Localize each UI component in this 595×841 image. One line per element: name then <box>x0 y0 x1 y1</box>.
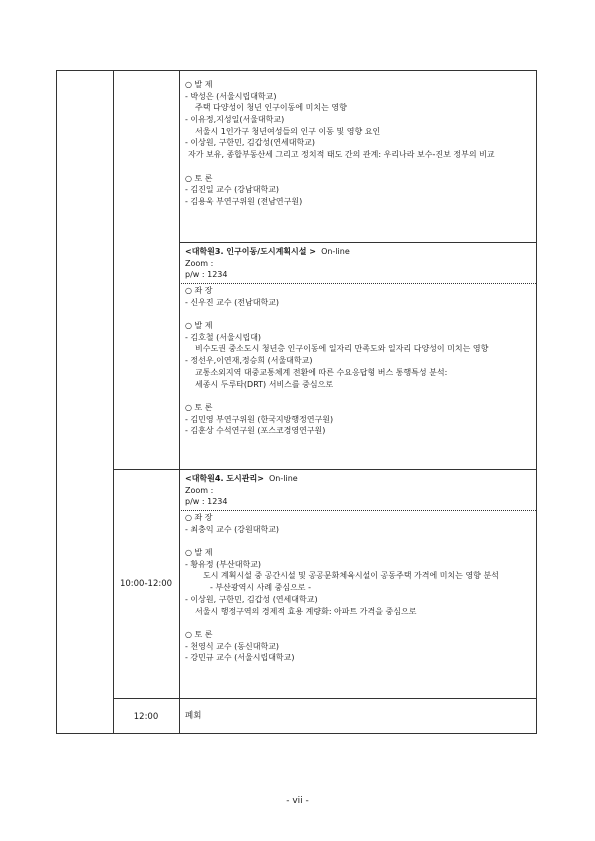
zoom-label: Zoom : <box>185 258 214 268</box>
presenter-name: - 김호철 (서울시립대) <box>185 332 262 342</box>
row-divider <box>179 510 536 511</box>
presenter-topic: 주택 다양성이 청년 인구이동에 미치는 영향 <box>195 103 347 113</box>
presenter-name: - 정선우,이연재,정승희 (서울대학교) <box>185 356 313 366</box>
session3-header <box>185 473 298 508</box>
column-divider <box>179 71 180 733</box>
chair: - 최충익 교수 (강원대학교) <box>185 524 280 534</box>
presenter-name: - 황유정 (부산대학교) <box>185 559 262 569</box>
session-mode: On-line <box>269 474 298 483</box>
discussant: - 김진일 교수 (강남대학교) <box>185 185 280 195</box>
presenter-header: ○ 발 제 <box>185 548 213 558</box>
presenter-topic: 서울시 행정구역의 경제적 효용 계량화: 아파트 가격을 중심으로 <box>195 606 417 616</box>
presenter-name: - 이상원, 구한민, 김갑성 (연세대학교) <box>185 594 318 604</box>
presenter-name: - 이상원, 구한민, 김갑성(연세대학교) <box>185 138 316 148</box>
presenter-topic: 자가 보유, 종합부동산세 그리고 정치적 태도 간의 관계: 우리나라 보수-진보 정부의 비교 <box>188 150 495 160</box>
presenter-header: ○ 발 제 <box>185 321 213 331</box>
session-title: <대학원3. 인구이동/도시계획시설 > <box>185 247 316 256</box>
row-divider <box>179 283 536 284</box>
row-divider <box>113 698 536 699</box>
chair: - 신우진 교수 (전남대학교) <box>185 297 280 307</box>
schedule-table <box>56 70 537 734</box>
closing-label: 폐회 <box>185 711 202 721</box>
discussant: - 김민영 부연구위원 (한국지방행정연구원) <box>185 414 334 424</box>
discussant: - 천영식 교수 (동신대학교) <box>185 641 280 651</box>
session-mode: On-line <box>321 247 350 256</box>
presenter-name: - 박성은 (서울시립대학교) <box>185 91 277 101</box>
presenter-topic: 도시 계획시설 중 공간시설 및 공공문화체육시설이 공동주택 가격에 미치는 영향 분석 <box>203 571 499 581</box>
column-divider <box>113 71 114 733</box>
session2-cell <box>185 285 488 437</box>
presenter-topic: 서울시 1인가구 청년여성들의 인구 이동 및 영향 요인 <box>195 126 381 136</box>
discussant: - 김훈상 수석연구원 (포스코경영연구원) <box>185 426 326 436</box>
chair-header: ○ 좌 장 <box>185 286 213 295</box>
session3-cell <box>185 512 499 664</box>
discussant: - 김용욱 부연구위원 (전남연구원) <box>185 196 303 206</box>
presenter-topic: - 부산광역시 사례 중심으로 - <box>210 583 311 593</box>
row-divider <box>179 242 536 243</box>
discussant-header: ○ 토 론 <box>185 402 213 412</box>
session2-header <box>185 246 350 281</box>
discussant-header: ○ 토 론 <box>185 173 213 183</box>
discussant: - 강민규 교수 (서울시립대학교) <box>185 653 295 663</box>
presenter-topic: 비수도권 중소도시 청년층 인구이동에 일자리 만족도와 일자리 다양성이 미치는 영향 <box>195 344 489 354</box>
presenter-topic: 세종시 두루타(DRT) 서비스를 중심으로 <box>195 379 334 389</box>
presenter-name: - 이유정,지성일(서울대학교) <box>185 115 285 125</box>
session-title: <대학원4. 도시관리> <box>185 474 264 483</box>
presenter-topic: 교통소외지역 대중교통체계 전환에 따른 수요응답형 버스 통행특성 분석: <box>195 367 448 377</box>
presenter-header: ○ 발 제 <box>185 80 213 89</box>
page-number: - vii - <box>286 796 309 806</box>
zoom-password: p/w : 1234 <box>185 270 228 280</box>
session-time: 10:00-12:00 <box>119 579 173 589</box>
zoom-label: Zoom : <box>185 485 214 495</box>
zoom-password: p/w : 1234 <box>185 497 228 507</box>
discussant-header: ○ 토 론 <box>185 629 213 639</box>
chair-header: ○ 좌 장 <box>185 513 213 522</box>
session1-cell <box>185 79 495 208</box>
closing-time: 12:00 <box>133 712 159 722</box>
row-divider <box>113 469 536 470</box>
